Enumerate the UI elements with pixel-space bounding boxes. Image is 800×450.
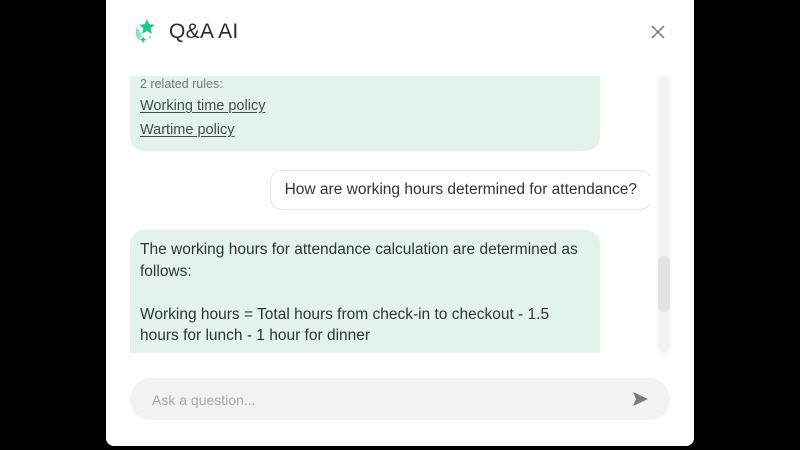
sparkle-star-icon	[133, 18, 157, 46]
qa-ai-dialog	[106, 0, 694, 446]
dialog-title: Q&A AI	[169, 20, 239, 43]
assistant-message-related-rules	[130, 76, 600, 151]
question-input-bar	[130, 378, 670, 420]
related-rules-label: 2 related rules:	[140, 77, 223, 91]
assistant-message-answer	[130, 230, 600, 353]
user-message: How are working hours determined for attendance?	[270, 170, 650, 210]
close-button[interactable]	[647, 21, 669, 43]
close-icon	[651, 25, 665, 39]
chat-history	[130, 76, 650, 353]
answer-formula: Working hours = Total hours from check-in to checkout - 1.5 hours for lunch - 1 hour for dinner	[140, 305, 550, 344]
rule-link-working-time-policy[interactable]: Working time policy	[140, 98, 266, 114]
answer-paragraph: The working hours for attendance calculation are determined as follows:	[140, 241, 578, 280]
scrollbar-thumb[interactable]	[658, 256, 670, 312]
rule-link-wartime-policy[interactable]: Wartime policy	[140, 122, 235, 138]
chat-scrollbar[interactable]	[658, 76, 670, 353]
dialog-header	[106, 0, 694, 68]
send-button[interactable]	[630, 389, 650, 409]
question-input[interactable]	[150, 378, 624, 422]
send-icon	[630, 389, 650, 409]
